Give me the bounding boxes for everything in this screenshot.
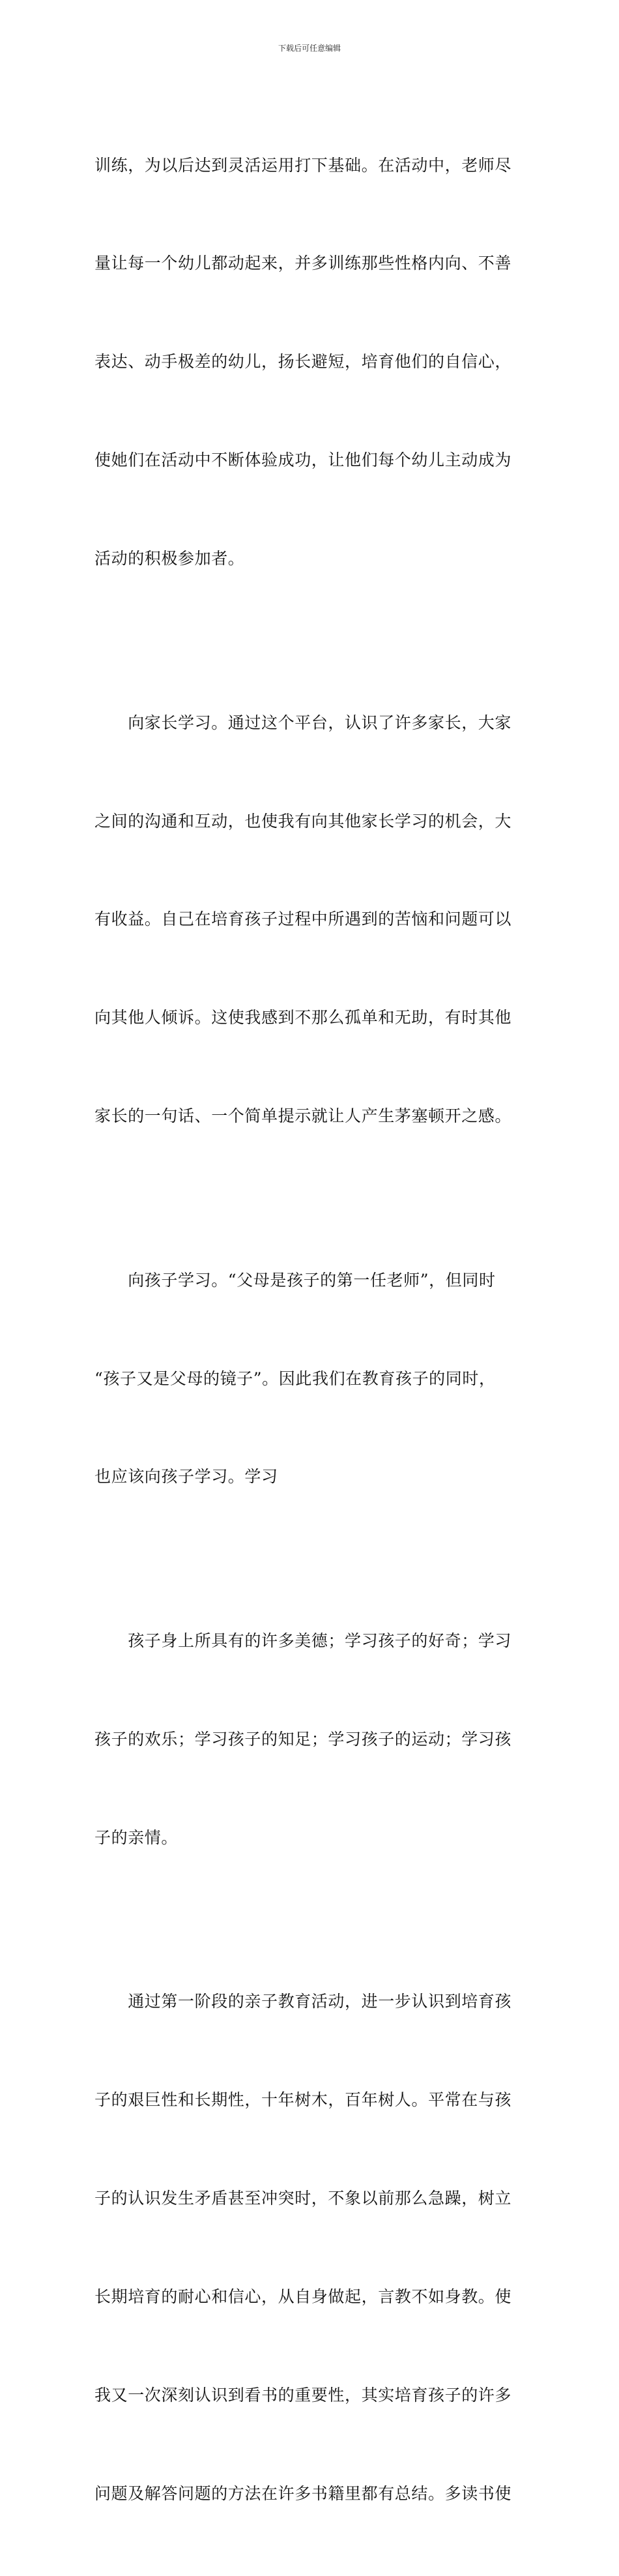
paragraph-training bbox=[94, 83, 526, 641]
text-line: 我又一次深刻认识到看书的重要性，其实培育孩子的许多 bbox=[94, 2385, 512, 2405]
document-body bbox=[94, 83, 526, 2576]
paragraph-first-stage bbox=[94, 1920, 526, 2576]
paragraph-learn-from-children bbox=[94, 1198, 526, 1559]
text-line: “孩子又是父母的镜子”。因此我们在教育孩子的同时， bbox=[94, 1369, 496, 1388]
text-line: 孩子的欢乐；学习孩子的知足；学习孩子的运动；学习孩 bbox=[94, 1729, 512, 1749]
text-line: 子的亲情。 bbox=[94, 1828, 179, 1847]
text-line: 通过第一阶段的亲子教育活动，进一步认识到培育孩 bbox=[94, 1992, 512, 2011]
text-line: 孩子身上所具有的许多美德；学习孩子的好奇；学习 bbox=[94, 1631, 512, 1650]
text-line: 长期培育的耐心和信心，从自身做起，言教不如身教。使 bbox=[94, 2287, 512, 2306]
text-line: 向家长学习。通过这个平台，认识了许多家长，大家 bbox=[94, 713, 512, 732]
text-line: 训练，为以后达到灵活运用打下基础。在活动中，老师尽 bbox=[94, 155, 512, 175]
text-line: 有收益。自己在培育孩子过程中所遇到的苦恼和问题可以 bbox=[94, 910, 512, 929]
text-line: 之间的沟通和互动，也使我有向其他家长学习的机会，大 bbox=[94, 811, 512, 831]
text-line: 活动的积极参加者。 bbox=[94, 549, 245, 569]
text-line: 向孩子学习。“父母是孩子的第一任老师”，但同时 bbox=[94, 1270, 496, 1290]
text-line: 也应该向孩子学习。学习 bbox=[94, 1467, 278, 1487]
text-line: 使她们在活动中不断体验成功，让他们每个幼儿主动成为 bbox=[94, 451, 512, 470]
text-line: 子的认识发生矛盾甚至冲突时，不象以前那么急躁，树立 bbox=[94, 2189, 512, 2208]
paragraph-learn-from-parents bbox=[94, 641, 526, 1198]
text-line: 家长的一句话、一个简单提示就让人产生茅塞顿开之感。 bbox=[94, 1106, 512, 1126]
text-line: 子的艰巨性和长期性，十年树木，百年树人。平常在与孩 bbox=[94, 2090, 512, 2110]
text-line: 量让每一个幼儿都动起来，并多训练那些性格内向、不善 bbox=[94, 254, 512, 273]
page-header: 下载后可任意编辑 bbox=[278, 44, 341, 53]
text-line: 表达、动手极差的幼儿，扬长避短，培育他们的自信心， bbox=[94, 352, 512, 372]
paragraph-children-virtues bbox=[94, 1559, 526, 1919]
text-line: 问题及解答问题的方法在许多书籍里都有总结。多读书使 bbox=[94, 2483, 512, 2503]
text-line: 向其他人倾诉。这使我感到不那么孤单和无助，有时其他 bbox=[94, 1008, 512, 1028]
